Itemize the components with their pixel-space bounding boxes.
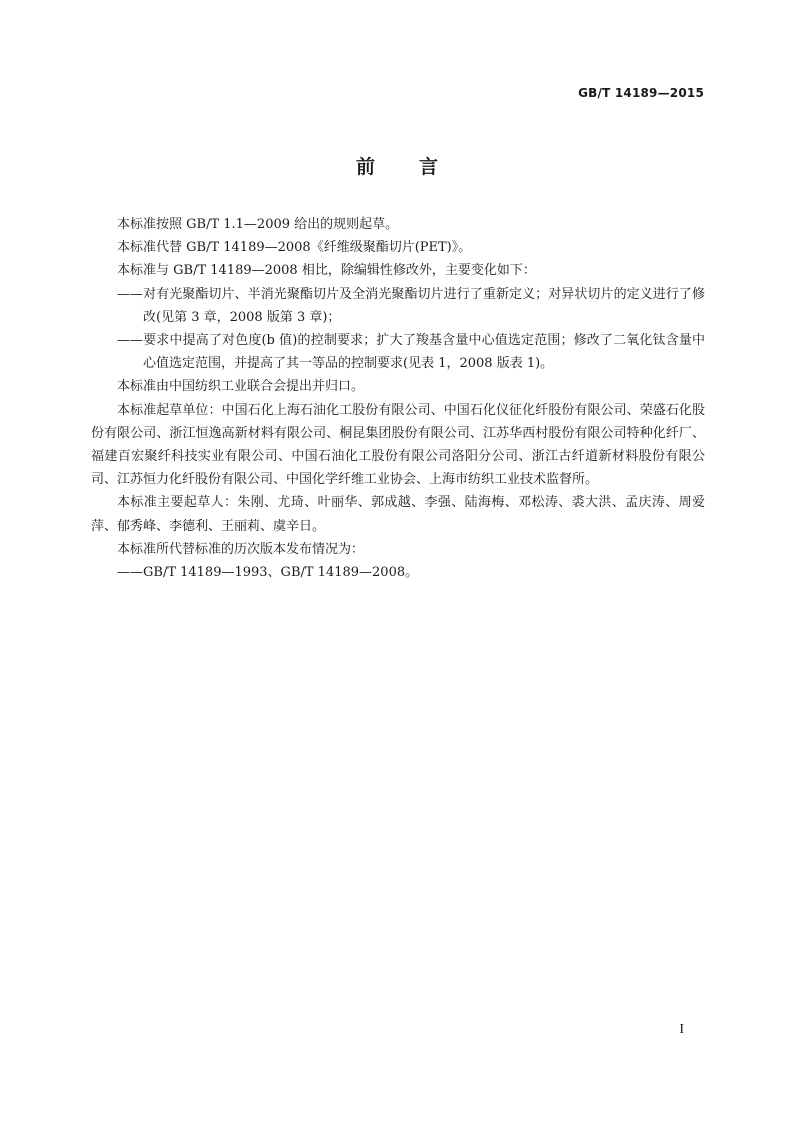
paragraph-history-intro: 本标准所代替标准的历次版本发布情况为： [117,541,365,557]
standard-code: GB/T 14189—2015 [578,86,704,100]
change-item-requirements: ——要求中提高了对色度(b 值)的控制要求；扩大了羧基含量中心值选定范围；修改了二氧化钛含量中心值选定范围，并提高了其一等品的控制要求(见表 1，2008 版表 1)。 [117,333,705,372]
foreword-body [91,213,705,584]
change-item-definitions: ——对有光聚酯切片、半消光聚酯切片及全消光聚酯切片进行了重新定义；对异状切片的定义进行了修改(见第 3 章，2008 版第 3 章)； [117,286,705,325]
paragraph-changes-intro: 本标准与 GB/T 14189—2008 相比，除编辑性修改外，主要变化如下： [117,263,536,279]
paragraph-replaces: 本标准代替 GB/T 14189—2008《纤维级聚酯切片(PET)》。 [117,240,472,256]
paragraph-drafting-units: 本标准起草单位：中国石化上海石油化工股份有限公司、中国石化仪征化纤股份有限公司、荣盛石化股份有限公司、浙江恒逸高新材料有限公司、桐昆集团股份有限公司、江苏华西村股份有限公司特种化纤厂、福建百宏聚纤科技实业有限公司、中国石油化工股份有限公司洛阳分公司、浙江古纤道新材料股份有限公司、江苏恒力化纤股份有限公司、中国化学纤维工业协会、上海市纺织工业技术监督所。 [91,402,705,488]
paragraph-proposed-by: 本标准由中国纺织工业联合会提出并归口。 [117,379,365,395]
paragraph-drafting-rules: 本标准按照 GB/T 1.1—2009 给出的规则起草。 [117,217,399,232]
history-item: ——GB/T 14189—1993、GB/T 14189—2008。 [117,565,419,581]
page-title: 前言 [355,156,482,178]
page-number: I [679,1022,684,1037]
paragraph-drafters: 本标准主要起草人：朱刚、尤琦、叶丽华、郭成越、李强、陆海梅、邓松涛、裘大洪、孟庆涛、周爱萍、郁秀峰、李德利、王丽莉、虞辛日。 [91,495,705,534]
